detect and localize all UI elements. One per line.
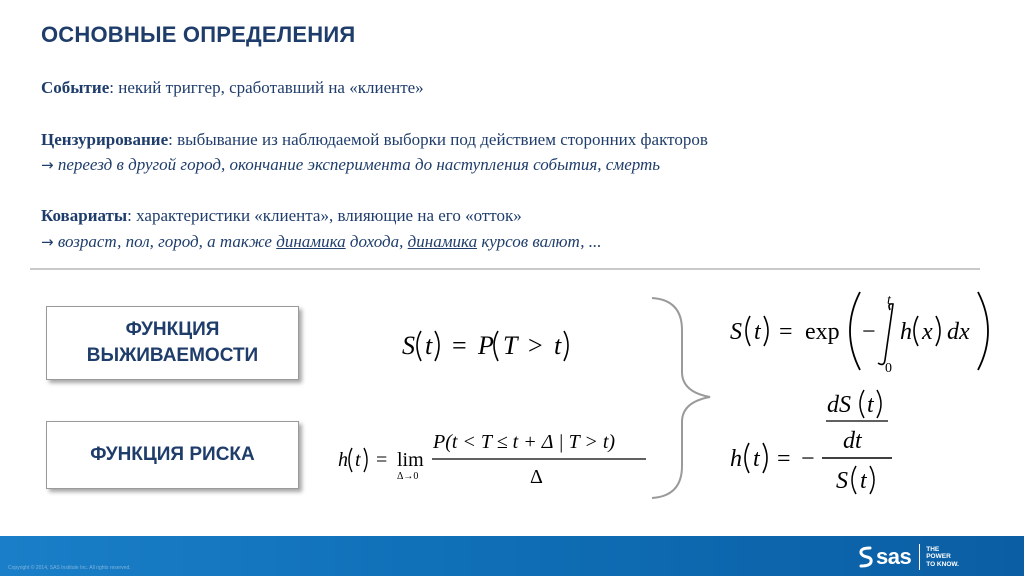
f3-lim-sub: Δ→0 — [397, 471, 419, 482]
term-event: Событие — [41, 78, 110, 97]
sas-tagline — [926, 546, 959, 568]
f3-numerator: P(t < T ≤ t + Δ | T > t) — [433, 431, 616, 453]
definition-covariates-text: : характеристики «клиента», влияющие на его «отток» — [127, 206, 522, 225]
covariate-examples-part3: курсов валют, ... — [477, 232, 602, 251]
logo-separator — [919, 544, 920, 570]
paren-close — [936, 316, 940, 346]
paren-close — [764, 316, 768, 346]
f3-denominator: Δ — [530, 466, 543, 488]
f2-lower: 0 — [885, 361, 892, 376]
tagline-line3: TO KNOW. — [926, 560, 959, 568]
covariate-dynamics-1: динамика — [276, 232, 346, 251]
sas-logo — [858, 545, 959, 569]
paren-open — [745, 443, 749, 473]
f1-P: P — [478, 331, 494, 360]
f4-eq: = — [777, 446, 791, 472]
f3-t: t — [355, 449, 361, 471]
f4-t3: t — [860, 468, 867, 494]
paren-open — [746, 316, 750, 346]
sas-logo-text: sas — [876, 544, 912, 569]
paren-open — [494, 331, 498, 361]
survival-exp-formula — [730, 292, 988, 376]
f1-t2: t — [554, 331, 562, 360]
f3-h: h — [338, 449, 348, 471]
tagline-line2: POWER — [926, 553, 951, 561]
paren-close — [870, 466, 874, 494]
f2-dx: dx — [947, 319, 970, 345]
paren-open — [914, 316, 918, 346]
integral-sign — [878, 304, 893, 365]
f1-S: S — [402, 331, 415, 360]
f2-upper: t — [887, 293, 891, 308]
paren-close — [877, 390, 881, 418]
definition-censoring-text: : выбывание из наблюдаемой выборки под действием сторонних факторов — [168, 130, 708, 149]
paren-close — [564, 331, 568, 361]
f1-eq: = — [452, 331, 467, 360]
f4-minus: − — [801, 446, 815, 472]
covariate-dynamics-2: динамика — [407, 232, 478, 251]
f2-x: x — [922, 319, 933, 345]
big-paren-open — [850, 292, 860, 370]
f4-dS: dS — [827, 392, 851, 418]
survival-box-line2: ВЫЖИВАЕМОСТИ — [86, 345, 259, 366]
big-paren-close — [978, 292, 988, 370]
f2-h: h — [900, 319, 912, 345]
f3-eq: = — [376, 449, 388, 471]
definition-event-text: : некий триггер, сработавший на «клиенте» — [109, 78, 424, 97]
term-covariates: Ковариаты — [41, 206, 128, 225]
tagline-line1: THE — [926, 545, 940, 553]
paren-close — [763, 443, 767, 473]
curly-brace — [652, 298, 710, 498]
paren-open — [417, 331, 421, 361]
arrow-right-icon: → — [41, 233, 54, 251]
f3-lim: lim — [397, 449, 424, 471]
censoring-examples-text: переезд в другой город, окончание эксперимента до наступления события, смерть — [57, 155, 661, 174]
paren-open — [852, 466, 856, 494]
arrow-right-icon: → — [41, 156, 54, 174]
hazard-limit-formula — [338, 431, 646, 488]
paren-close — [435, 331, 439, 361]
copyright-text: Copyright © 2014, SAS Institute Inc. All rights reserved. — [8, 565, 131, 571]
f4-S: S — [836, 468, 848, 494]
f2-S: S — [730, 319, 742, 345]
covariate-examples-part2: дохода, — [345, 232, 408, 251]
paren-open — [860, 390, 864, 418]
footer-bar — [0, 536, 1024, 576]
paren-open — [349, 448, 352, 472]
term-censoring: Цензурирование — [41, 130, 169, 149]
sas-swirl-icon — [858, 546, 874, 568]
f4-t2: t — [867, 392, 874, 418]
f4-dt: dt — [843, 428, 862, 454]
f2-eq: = — [779, 319, 793, 345]
covariate-examples-part1: возраст, пол, город, а также — [57, 232, 277, 251]
slide-title: ОСНОВНЫЕ ОПРЕДЕЛЕНИЯ — [41, 22, 356, 47]
f4-h: h — [730, 446, 742, 472]
paren-close — [364, 448, 367, 472]
hazard-ratio-formula — [730, 390, 892, 494]
survival-formula — [402, 331, 568, 361]
f4-t: t — [753, 446, 760, 472]
f1-T: T — [503, 331, 518, 360]
f2-minus: − — [862, 319, 876, 345]
f1-gt: > — [528, 331, 543, 360]
f2-exp: exp — [805, 319, 840, 345]
hazard-box-label: ФУНКЦИЯ РИСКА — [90, 444, 255, 466]
survival-box-line1: ФУНКЦИЯ — [125, 319, 220, 341]
f1-t: t — [425, 331, 433, 360]
f2-t: t — [754, 319, 761, 345]
